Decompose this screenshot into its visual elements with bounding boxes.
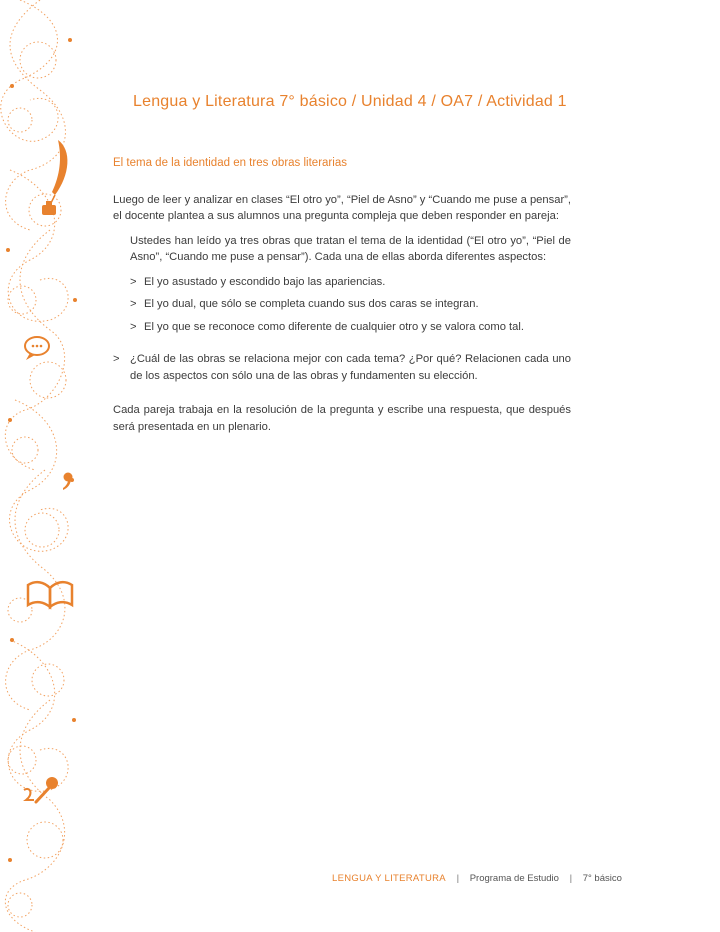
activity-content bbox=[113, 155, 571, 443]
open-book-icon bbox=[28, 582, 72, 607]
decorative-sidebar bbox=[0, 0, 95, 932]
footer-separator: | bbox=[569, 873, 573, 884]
closing-paragraph: Cada pareja trabaja en la resolución de la pregunta y escribe una respuesta, que después será presentada en un plenario. bbox=[113, 404, 571, 433]
prompt-quote: Ustedes han leído ya tres obras que tratan el tema de la identidad (“El otro yo”, “Piel de Asno”, “Cuando me puse a pensar”). Cada una de ellas aborda diferentes aspectos: bbox=[130, 234, 571, 263]
list-item: > El yo asustado y escondido bajo las apariencias. bbox=[130, 274, 571, 291]
page-footer bbox=[332, 873, 622, 884]
list-item: > El yo que se reconoce como diferente de cualquier otro y se valora como tal. bbox=[130, 319, 571, 336]
footer-separator: | bbox=[456, 873, 460, 884]
question-paragraph: > ¿Cuál de las obras se relaciona mejor con cada tema? ¿Por qué? Relacionen cada uno de los aspectos con sólo una de las obras y fundamenten su elección. bbox=[113, 351, 571, 384]
inkwell-icon bbox=[42, 201, 56, 215]
quill-icon bbox=[50, 140, 67, 205]
section-title: El tema de la identidad en tres obras literarias bbox=[113, 157, 347, 169]
page-title: Lengua y Literatura 7° básico / Unidad 4 / OA7 / Actividad 1 bbox=[133, 93, 567, 110]
intro-paragraph: Luego de leer y analizar en clases “El otro yo”, “Piel de Asno” y “Cuando me puse a pensar”, el docente plantea a sus alumnos una pregunta compleja que deben responder en pareja: bbox=[113, 193, 571, 222]
microphone-icon bbox=[24, 777, 58, 802]
footer-program: Programa de Estudio bbox=[469, 873, 559, 884]
footer-grade: 7° básico bbox=[582, 873, 622, 884]
list-item: > El yo dual, que sólo se completa cuando sus dos caras se integran. bbox=[130, 296, 571, 313]
speech-bubble-icon bbox=[25, 337, 49, 360]
footer-subject: LENGUA Y LITERATURA bbox=[332, 873, 446, 884]
aspects-list bbox=[130, 274, 571, 336]
